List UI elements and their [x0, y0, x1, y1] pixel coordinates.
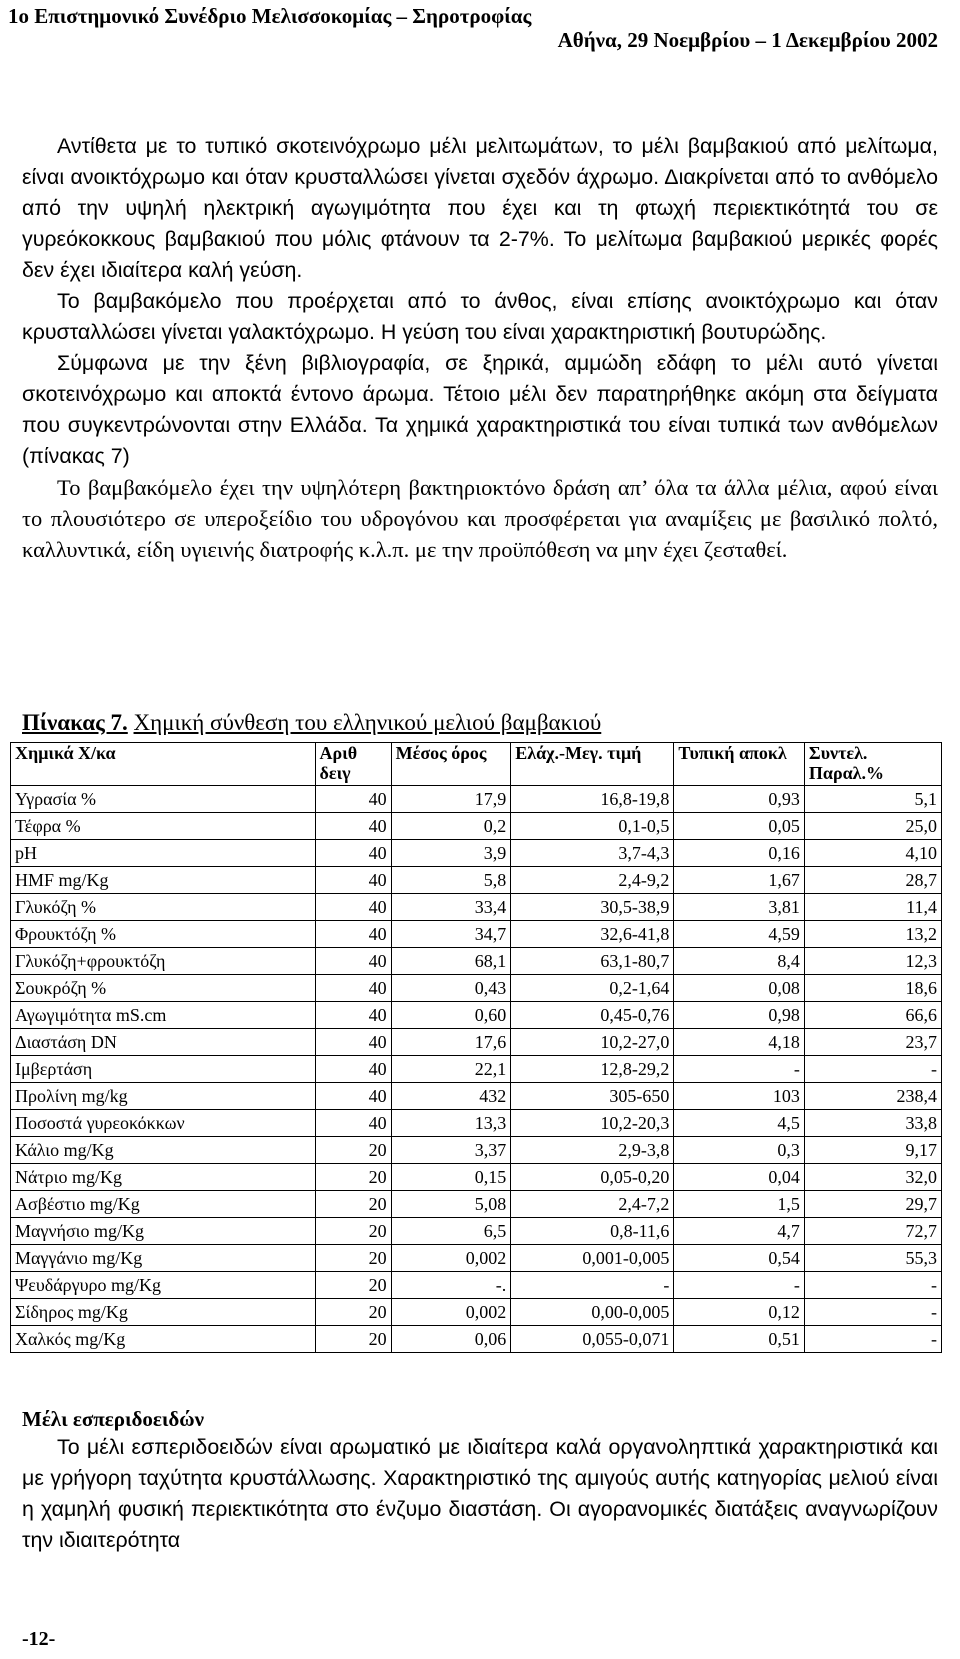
table-cell: 0,8-11,6: [511, 1218, 674, 1245]
table-cell: Ποσοστά γυρεοκόκκων: [11, 1110, 316, 1137]
column-header: Μέσος όρος: [391, 743, 511, 786]
table-cell: Κάλιο mg/Kg: [11, 1137, 316, 1164]
table-row: [11, 1299, 942, 1326]
table-cell: 0,93: [674, 786, 805, 813]
table-cell: 5,8: [391, 867, 511, 894]
table-cell: 3,81: [674, 894, 805, 921]
table-row: [11, 867, 942, 894]
table-cell: 4,18: [674, 1029, 805, 1056]
section-heading: Μέλι εσπεριδοειδών: [22, 1407, 205, 1431]
table-cell: Χαλκός mg/Kg: [11, 1326, 316, 1353]
table-cell: 33,4: [391, 894, 511, 921]
table-cell: 0,15: [391, 1164, 511, 1191]
conference-title: 1ο Επιστημονικό Συνέδριο Μελισσοκομίας – Σηροτροφίας: [8, 4, 532, 28]
table-cell: 5,1: [804, 786, 941, 813]
table-cell: 40: [315, 840, 391, 867]
table-row: [11, 1110, 942, 1137]
table-cell: 0,2-1,64: [511, 975, 674, 1002]
table-cell: 68,1: [391, 948, 511, 975]
table-cell: 3,37: [391, 1137, 511, 1164]
table-row: [11, 1245, 942, 1272]
table-cell: Ιμβερτάση: [11, 1056, 316, 1083]
table-cell: 4,7: [674, 1218, 805, 1245]
table-cell: -: [804, 1056, 941, 1083]
table-cell: -: [804, 1326, 941, 1353]
table-row: [11, 1137, 942, 1164]
table-cell: Μαγγάνιο mg/Kg: [11, 1245, 316, 1272]
table-cell: 13,3: [391, 1110, 511, 1137]
table-cell: -: [804, 1272, 941, 1299]
paragraph: Αντίθετα με το τυπικό σκοτεινόχρωμο μέλι μελιτωμάτων, το μέλι βαμβακιού από μελίτωμα, είναι ανοικτόχρωμο και όταν κρυσταλλώσει γίνεται σχεδόν άχρωμο. Διακρίνεται από το ανθόμελο από την υψηλή ηλεκτρική αγωγιμότητα που έχει και τη φτωχή περιεκτικότητά του σε γυρεόκοκκους βαμβακιού που μόλις φτάνουν τα 2-7%. Το μελίτωμα βαμβακιού μερικές φορές δεν έχει ιδιαίτερα καλή γεύση.: [22, 134, 938, 282]
table-cell: 40: [315, 975, 391, 1002]
table-cell: 20: [315, 1218, 391, 1245]
table-cell: 0,002: [391, 1299, 511, 1326]
table-cell: 6,5: [391, 1218, 511, 1245]
table-cell: Γλυκόζη %: [11, 894, 316, 921]
table-cell: 0,05-0,20: [511, 1164, 674, 1191]
chemical-composition-table: [10, 742, 942, 1353]
body-text: [22, 131, 938, 565]
table-cell: 72,7: [804, 1218, 941, 1245]
table-cell: 2,4-7,2: [511, 1191, 674, 1218]
table-cell: 29,7: [804, 1191, 941, 1218]
table-cell: 3,7-4,3: [511, 840, 674, 867]
table-cell: 103: [674, 1083, 805, 1110]
table-cell: 40: [315, 948, 391, 975]
table-row: [11, 1272, 942, 1299]
table-cell: Ασβέστιο mg/Kg: [11, 1191, 316, 1218]
table-row: [11, 813, 942, 840]
table-cell: 40: [315, 1002, 391, 1029]
column-header: Χημικά Χ/κα: [11, 743, 316, 786]
table-cell: 3,9: [391, 840, 511, 867]
table-cell: 20: [315, 1299, 391, 1326]
table-row: [11, 894, 942, 921]
table-cell: 12,8-29,2: [511, 1056, 674, 1083]
paragraph: Το βαμβακόμελο που προέρχεται από το άνθος, είναι επίσης ανοικτόχρωμο και όταν κρυσταλλώσει γίνεται γαλακτόχρωμο. Η γεύση του είναι χαρακτηριστική βουτυρώδης.: [22, 289, 938, 344]
table-cell: 4,10: [804, 840, 941, 867]
paragraph: Σύμφωνα με την ξένη βιβλιογραφία, σε ξηρικά, αμμώδη εδάφη το μέλι αυτό γίνεται σκοτεινόχρωμο και αποκτά έντονο άρωμα. Τέτοιο μέλι δεν παρατηρήθηκε ακόμη στα δείγματα που συγκεντρώνονται στην Ελλάδα. Τα χημικά χαρακτηριστικά του είναι τυπικά των ανθόμελων (πίνακας 7): [22, 351, 938, 468]
table-cell: 32,6-41,8: [511, 921, 674, 948]
table-cell: -: [674, 1056, 805, 1083]
table-cell: 9,17: [804, 1137, 941, 1164]
column-header: Αριθ δειγ: [315, 743, 391, 786]
table-cell: 0,055-0,071: [511, 1326, 674, 1353]
table-cell: 1,67: [674, 867, 805, 894]
table-cell: pH: [11, 840, 316, 867]
table-cell: 30,5-38,9: [511, 894, 674, 921]
table-cell: 40: [315, 1029, 391, 1056]
table-row: [11, 1326, 942, 1353]
table-cell: Ψευδάργυρο mg/Kg: [11, 1272, 316, 1299]
table-cell: Φρουκτόζη %: [11, 921, 316, 948]
table-row: [11, 1083, 942, 1110]
table-cell: 20: [315, 1191, 391, 1218]
table-cell: 40: [315, 867, 391, 894]
table-cell: 40: [315, 1056, 391, 1083]
section-body: [22, 1432, 938, 1556]
table-cell: 8,4: [674, 948, 805, 975]
table-cell: 20: [315, 1245, 391, 1272]
table-cell: Σουκρόζη %: [11, 975, 316, 1002]
column-header: Συντελ. Παραλ.%: [804, 743, 941, 786]
table-cell: 305-650: [511, 1083, 674, 1110]
table-cell: 13,2: [804, 921, 941, 948]
table-cell: 0,43: [391, 975, 511, 1002]
table-cell: 11,4: [804, 894, 941, 921]
table-cell: 17,6: [391, 1029, 511, 1056]
table-caption: [22, 710, 601, 736]
table-row: [11, 948, 942, 975]
conference-date: Αθήνα, 29 Νοεμβρίου – 1 Δεκεμβρίου 2002: [557, 28, 938, 52]
table-row: [11, 840, 942, 867]
table-cell: Γλυκόζη+φρουκτόζη: [11, 948, 316, 975]
table-cell: 25,0: [804, 813, 941, 840]
table-cell: 0,45-0,76: [511, 1002, 674, 1029]
table-cell: 32,0: [804, 1164, 941, 1191]
table-row: [11, 1056, 942, 1083]
table-cell: 40: [315, 921, 391, 948]
table-cell: -.: [391, 1272, 511, 1299]
table-cell: 12,3: [804, 948, 941, 975]
table-cell: Προλίνη mg/kg: [11, 1083, 316, 1110]
table-cell: -: [511, 1272, 674, 1299]
table-cell: 66,6: [804, 1002, 941, 1029]
table-cell: 0,04: [674, 1164, 805, 1191]
table-cell: 20: [315, 1326, 391, 1353]
table-row: [11, 1164, 942, 1191]
table-header-row: [11, 743, 942, 786]
table-row: [11, 786, 942, 813]
table-cell: 20: [315, 1272, 391, 1299]
table-cell: 238,4: [804, 1083, 941, 1110]
table-cell: 1,5: [674, 1191, 805, 1218]
table-cell: 0,2: [391, 813, 511, 840]
table-cell: 17,9: [391, 786, 511, 813]
table-cell: 4,59: [674, 921, 805, 948]
table-cell: -: [804, 1299, 941, 1326]
table-cell: 5,08: [391, 1191, 511, 1218]
table-cell: 18,6: [804, 975, 941, 1002]
table-cell: 0,98: [674, 1002, 805, 1029]
table-cell: 40: [315, 813, 391, 840]
table-cell: 2,4-9,2: [511, 867, 674, 894]
table-cell: 33,8: [804, 1110, 941, 1137]
table-cell: 16,8-19,8: [511, 786, 674, 813]
table-cell: HMF mg/Kg: [11, 867, 316, 894]
table-cell: 34,7: [391, 921, 511, 948]
table-caption-label: Πίνακας 7.: [22, 710, 128, 735]
table-cell: Υγρασία %: [11, 786, 316, 813]
table-cell: 0,1-0,5: [511, 813, 674, 840]
table-row: [11, 1029, 942, 1056]
table-cell: 63,1-80,7: [511, 948, 674, 975]
table-cell: 28,7: [804, 867, 941, 894]
table-cell: 10,2-27,0: [511, 1029, 674, 1056]
table-cell: Διαστάση DN: [11, 1029, 316, 1056]
table-cell: 10,2-20,3: [511, 1110, 674, 1137]
table-caption-text: Χημική σύνθεση του ελληνικού μελιού βαμβακιού: [133, 710, 602, 735]
table-cell: 40: [315, 786, 391, 813]
page-number: -12-: [22, 1628, 56, 1650]
table-cell: 55,3: [804, 1245, 941, 1272]
table-row: [11, 921, 942, 948]
table-cell: 20: [315, 1137, 391, 1164]
table-cell: 0,54: [674, 1245, 805, 1272]
table-cell: Μαγνήσιο mg/Kg: [11, 1218, 316, 1245]
column-header: Τυπική αποκλ: [674, 743, 805, 786]
table-cell: -: [674, 1272, 805, 1299]
table-cell: 40: [315, 1110, 391, 1137]
table-cell: 0,3: [674, 1137, 805, 1164]
table-cell: Αγωγιμότητα mS.cm: [11, 1002, 316, 1029]
column-header: Ελάχ.-Μεγ. τιμή: [511, 743, 674, 786]
table-cell: 22,1: [391, 1056, 511, 1083]
table-cell: 0,001-0,005: [511, 1245, 674, 1272]
table-cell: 0,05: [674, 813, 805, 840]
table-cell: 20: [315, 1164, 391, 1191]
table-cell: Τέφρα %: [11, 813, 316, 840]
table-cell: 2,9-3,8: [511, 1137, 674, 1164]
table-cell: 0,60: [391, 1002, 511, 1029]
table-cell: 432: [391, 1083, 511, 1110]
table-cell: 0,08: [674, 975, 805, 1002]
table-row: [11, 975, 942, 1002]
table-row: [11, 1191, 942, 1218]
table-cell: 0,00-0,005: [511, 1299, 674, 1326]
table-cell: 0,16: [674, 840, 805, 867]
table-row: [11, 1002, 942, 1029]
table-cell: 40: [315, 1083, 391, 1110]
paragraph: Το μέλι εσπεριδοειδών είναι αρωματικό με ιδιαίτερα καλά οργανοληπτικά χαρακτηριστικά και με γρήγορη ταχύτητα κρυστάλλωσης. Χαρακτηριστικό της αμιγούς αυτής κατηγορίας μελιού είναι η χαμηλή φυσική περιεκτικότητα στο ένζυμο διαστάση. Οι αγορανομικές διατάξεις αναγνωρίζουν την ιδιαιτερότητα: [22, 1435, 938, 1552]
table-cell: 0,51: [674, 1326, 805, 1353]
paragraph: Το βαμβακόμελο έχει την υψηλότερη βακτηριοκτόνο δράση απ’ όλα τα άλλα μέλια, αφού είναι το πλουσιότερο σε υπεροξείδιο του υδρογόνου και προσφέρεται για αναμίξεις με βασιλικό πολτό, καλλυντικά, είδη υγιεινής διατροφής κ.λ.π. με την προϋπόθεση να μην έχει ζεσταθεί.: [22, 475, 938, 562]
table-cell: Σίδηρος mg/Kg: [11, 1299, 316, 1326]
table-cell: 0,12: [674, 1299, 805, 1326]
table-cell: 0,06: [391, 1326, 511, 1353]
table-cell: 40: [315, 894, 391, 921]
table-cell: 4,5: [674, 1110, 805, 1137]
table-cell: Νάτριο mg/Kg: [11, 1164, 316, 1191]
table-cell: 0,002: [391, 1245, 511, 1272]
table-cell: 23,7: [804, 1029, 941, 1056]
table-row: [11, 1218, 942, 1245]
